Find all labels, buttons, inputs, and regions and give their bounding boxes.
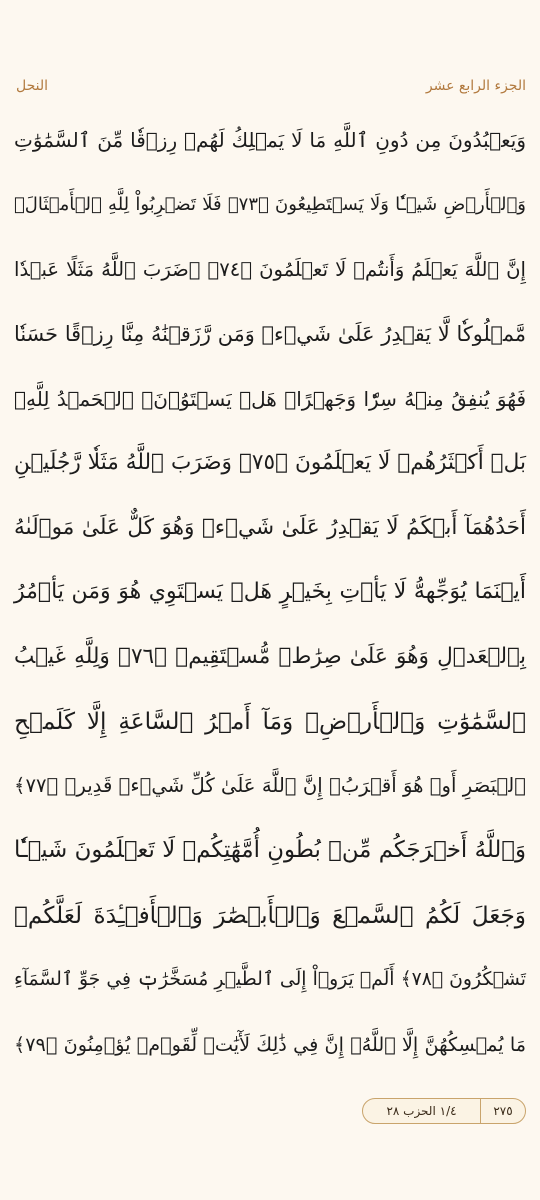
text-line [14, 431, 526, 496]
line-text: تَشۡكُرُونَ ﴿٧٨﴾ أَلَمۡ يَرَوۡاْ إِلَى ٱلطَّيۡرِ مُسَخَّرَٰتٖ فِي جَوِّ ٱلسَّمَآءِ [14, 968, 526, 990]
text-line [14, 366, 526, 431]
text-line [14, 302, 526, 367]
page-footer-badge [362, 1098, 526, 1124]
line-text: وَيَعۡبُدُونَ مِن دُونِ ٱللَّهِ مَا لَا يَمۡلِكُ لَهُمۡ رِزۡقٗا مِّنَ ٱلسَّمَٰوَٰتِ [14, 128, 526, 153]
text-line [14, 819, 526, 884]
line-text: ٱلۡبَصَرِ أَوۡ هُوَ أَقۡرَبُۚ إِنَّ ٱللَّهَ عَلَىٰ كُلِّ شَيۡءٖ قَدِيرٞ ﴿٧٧﴾ [14, 774, 526, 798]
text-line [14, 237, 526, 302]
quran-page-text [14, 108, 526, 1077]
page-number: ٢٧٥ [480, 1099, 525, 1123]
line-text: وَٱللَّهُ أَخۡرَجَكُم مِّنۢ بُطُونِ أُمَّهَٰتِكُمۡ لَا تَعۡلَمُونَ شَيۡـٔٗا [14, 837, 526, 864]
line-text: أَيۡنَمَا يُوَجِّههُّ لَا يَأۡتِ بِخَيۡرٍ هَلۡ يَسۡتَوِي هُوَ وَمَن يَأۡمُرُ [14, 579, 526, 605]
line-text: بِٱلۡعَدۡلِ وَهُوَ عَلَىٰ صِرَٰطٖ مُّسۡتَقِيمٖ ﴿٧٦﴾ وَلِلَّهِ غَيۡبُ [14, 644, 526, 670]
text-line [14, 625, 526, 690]
surah-name: النحل [16, 78, 49, 94]
text-line [14, 754, 526, 819]
page-header [16, 72, 526, 100]
line-text: بَلۡ أَكۡثَرُهُمۡ لَا يَعۡلَمُونَ ﴿٧٥﴾ وَضَرَبَ ٱللَّهُ مَثَلٗا رَّجُلَيۡنِ [14, 450, 526, 476]
line-text: مَّمۡلُوكٗا لَّا يَقۡدِرُ عَلَىٰ شَيۡءٖ وَمَن رَّزَقۡنَٰهُ مِنَّا رِزۡقًا حَسَنٗا [14, 321, 526, 346]
line-text: أَحَدُهُمَآ أَبۡكَمُ لَا يَقۡدِرُ عَلَىٰ شَيۡءٖ وَهُوَ كَلٌّ عَلَىٰ مَوۡلَىٰهُ [14, 515, 526, 541]
text-line [14, 883, 526, 948]
text-line [14, 108, 526, 173]
line-text: فَهُوَ يُنفِقُ مِنۡهُ سِرّٗا وَجَهۡرًاۖ هَلۡ يَسۡتَوُۥنَۚ ٱلۡحَمۡدُ لِلَّهِۚ [14, 386, 526, 411]
line-text: إِنَّ ٱللَّهَ يَعۡلَمُ وَأَنتُمۡ لَا تَعۡلَمُونَ ﴿٧٤﴾ ۞ضَرَبَ ٱللَّهُ مَثَلًا عَبۡدٗا [14, 257, 527, 281]
line-text: وَجَعَلَ لَكُمُ ٱلسَّمۡعَ وَٱلۡأَبۡصَٰرَ وَٱلۡأَفۡـِٔدَةَ لَعَلَّكُمۡ [14, 901, 526, 929]
line-text: ٱلسَّمَٰوَٰتِ وَٱلۡأَرۡضِۚ وَمَآ أَمۡرُ ٱلسَّاعَةِ إِلَّا كَلَمۡحِ [14, 708, 526, 736]
line-text: وَٱلۡأَرۡضِ شَيۡـٔٗا وَلَا يَسۡتَطِيعُونَ ﴿٧٣﴾ فَلَا تَضۡرِبُواْ لِلَّهِ ٱلۡأَمۡثَالَۚ [14, 193, 526, 215]
line-text: مَا يُمۡسِكُهُنَّ إِلَّا ٱللَّهُۚ إِنَّ فِي ذَٰلِكَ لَأٓيَٰتٖ لِّقَوۡمٖ يُؤۡمِنُونَ ﴿٧٩﴾ [14, 1033, 526, 1056]
hizb-label: ١/٤ الحزب ٢٨ [386, 1104, 457, 1118]
text-line [14, 173, 526, 238]
text-line [14, 948, 526, 1013]
juz-label: الجزء الرابع عشر [425, 78, 526, 94]
text-line [14, 560, 526, 625]
text-line [14, 689, 526, 754]
text-line [14, 496, 526, 561]
text-line [14, 1012, 526, 1077]
